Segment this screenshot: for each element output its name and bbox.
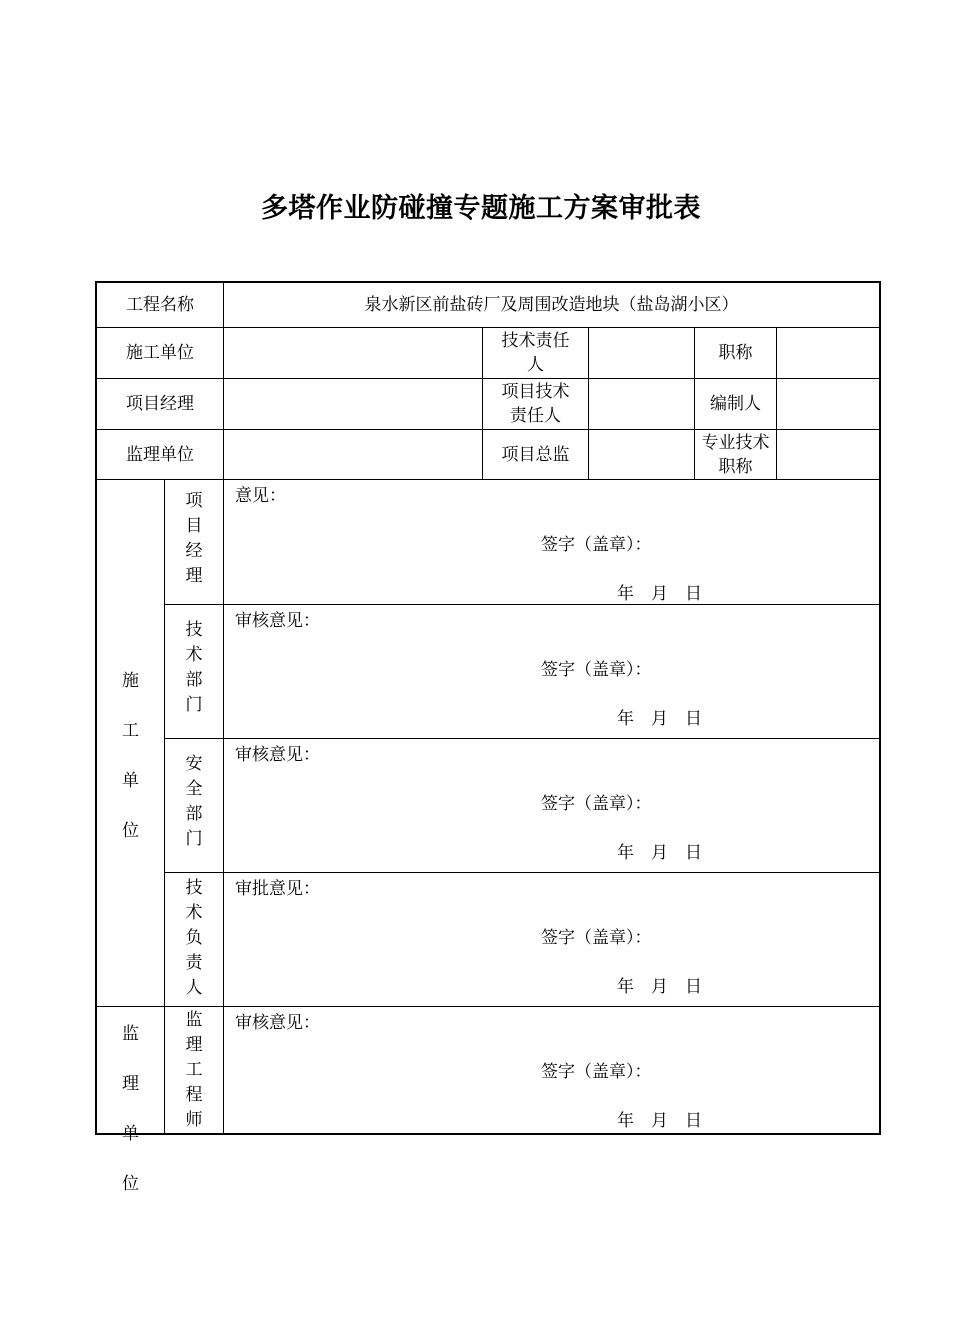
opinion-label: 审批意见：	[235, 879, 320, 899]
professional-title-field[interactable]	[777, 430, 879, 479]
supervision-unit-field[interactable]	[224, 430, 482, 479]
opinion-label: 审核意见：	[235, 1013, 320, 1033]
date-label: 年 月 日	[617, 584, 702, 604]
opinion-label: 审核意见：	[235, 745, 320, 765]
job-title-field[interactable]	[777, 328, 879, 378]
opinion-input[interactable]	[224, 630, 879, 650]
date-label: 年 月 日	[617, 843, 702, 863]
signature-label: 签字（盖章）：	[541, 660, 652, 680]
project-manager-field[interactable]	[224, 379, 482, 429]
opinion-input[interactable]	[224, 505, 879, 525]
signature-label: 签字（盖章）：	[541, 794, 652, 814]
date-label: 年 月 日	[617, 977, 702, 997]
date-label: 年 月 日	[617, 709, 702, 729]
professional-title-label: 专业技术职称	[701, 432, 770, 477]
opinion-label: 审核意见：	[235, 611, 320, 631]
opinion-input[interactable]	[224, 898, 879, 918]
supervision-unit-label: 监理单位	[126, 444, 194, 465]
group-construction-unit: 施 工 单 位	[122, 671, 139, 841]
project-manager-label: 项目经理	[126, 394, 194, 414]
construction-unit-label: 施工单位	[126, 343, 194, 363]
project-tech-responsible-field[interactable]	[589, 379, 694, 429]
chief-supervisor-label: 项目总监	[501, 444, 570, 465]
opinion-input[interactable]	[224, 764, 879, 784]
group-supervision-unit: 监 理 单 位	[122, 1024, 139, 1194]
opinion-input[interactable]	[224, 1032, 879, 1052]
section-role: 安 全 部 门	[185, 754, 203, 849]
section-role: 技 术 部 门	[185, 620, 203, 715]
signature-label: 签字（盖章）：	[541, 1062, 652, 1082]
date-label: 年 月 日	[617, 1111, 702, 1131]
project-tech-responsible-label: 项目技术责任人	[501, 382, 570, 426]
tech-responsible-label: 技术责任人	[501, 331, 570, 375]
project-name-value: 泉水新区前盐砖厂及周围改造地块（盐岛湖小区）	[364, 295, 739, 315]
tech-responsible-field[interactable]	[589, 328, 694, 378]
project-name-label: 工程名称	[126, 295, 194, 315]
section-role: 监 理 工 程 师	[185, 1010, 203, 1130]
page-title: 多塔作业防碰撞专题施工方案审批表	[261, 193, 701, 224]
chief-supervisor-field[interactable]	[589, 430, 694, 479]
section-role: 项 目 经 理	[185, 491, 203, 586]
signature-label: 签字（盖章）：	[541, 928, 652, 948]
opinion-label: 意见：	[235, 486, 286, 506]
approval-table	[95, 281, 881, 1194]
signature-label: 签字（盖章）：	[541, 535, 652, 555]
compiler-label: 编制人	[710, 394, 761, 414]
job-title-label: 职称	[718, 343, 753, 363]
compiler-field[interactable]	[777, 379, 879, 429]
section-role: 技 术 负 责 人	[185, 878, 203, 998]
construction-unit-field[interactable]	[224, 328, 482, 378]
